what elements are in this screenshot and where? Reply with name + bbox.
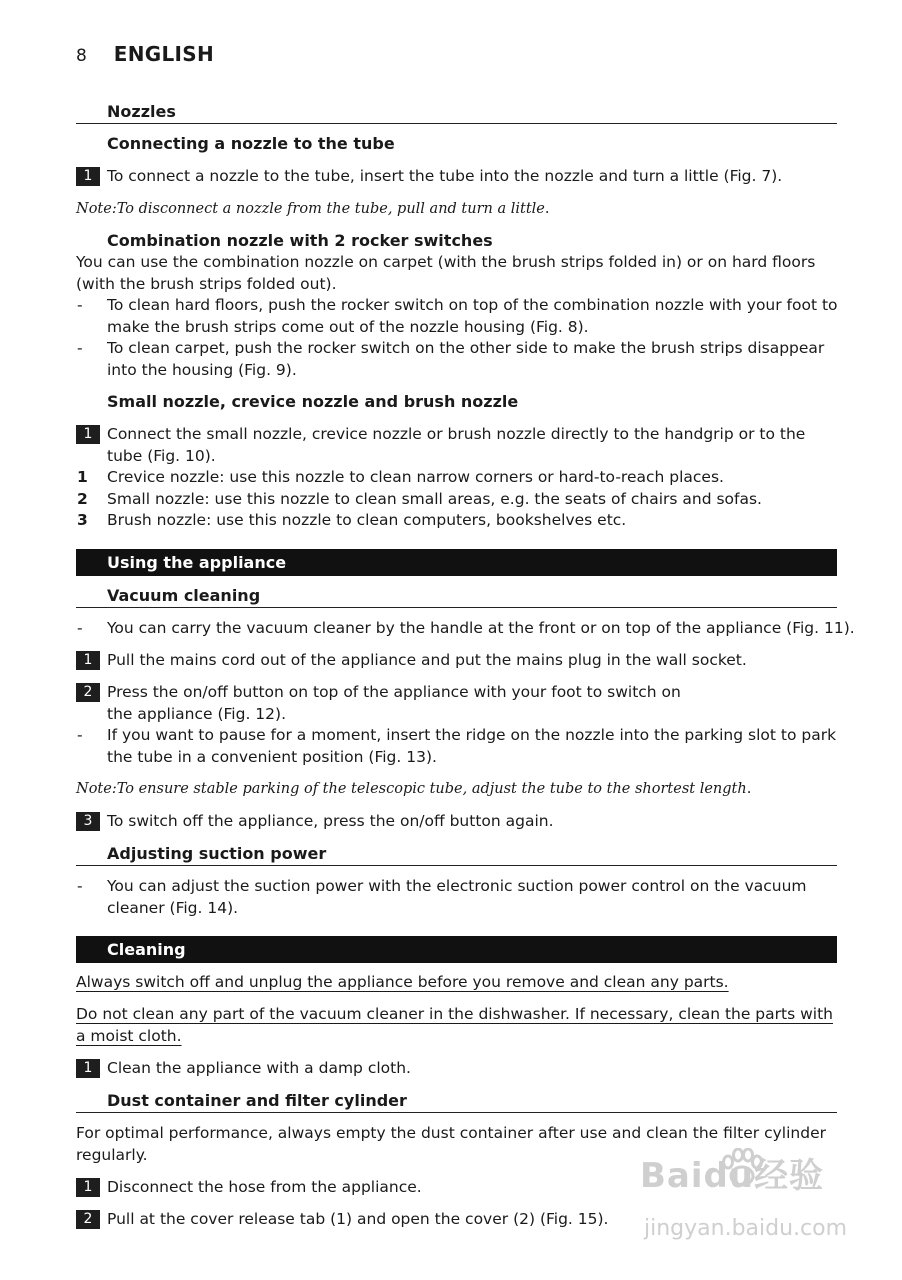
bullet-parking: - If you want to pause for a moment, insert the ridge on the nozzle into the parking slot to park the tube in a convenient position (Fig. 13). (77, 726, 837, 766)
bullet-hard-floors: - To clean hard floors, push the rocker switch on top of the combination nozzle with your foot to make the brush strips come out of the nozzle housing (Fig. 8). (77, 296, 838, 336)
step-text: Pull the mains cord out of the appliance and put the mains plug in the wall socket. (107, 651, 747, 669)
step-connect-small-nozzle (76, 424, 846, 468)
bullet-suction: - You can adjust the suction power with the electronic suction power control on the vacuum cleaner (Fig. 14). (77, 877, 807, 917)
language-heading: ENGLISH (113, 42, 215, 66)
step-number: 1 (76, 1178, 100, 1197)
subheading-vacuum-cleaning: Vacuum cleaning (76, 585, 837, 608)
step-mains-cord (76, 650, 846, 672)
watermark-url: jingyan.baidu.com (644, 1216, 848, 1241)
step-number: 2 (76, 1210, 100, 1229)
note-parking: Note:To ensure stable parking of the telescopic tube, adjust the tube to the shortest length. (76, 781, 752, 797)
step-number: 1 (76, 1059, 100, 1078)
dust-intro: For optimal performance, always empty the dust container after use and clean the filter cylinder regularly. (76, 1124, 826, 1164)
subheading-small-nozzle: Small nozzle, crevice nozzle and brush nozzle (107, 392, 519, 411)
step-number: 1 (76, 651, 100, 670)
section-bar-cleaning: Cleaning (76, 936, 837, 963)
step-number: 1 (76, 167, 100, 186)
list-item-crevice: 1 Crevice nozzle: use this nozzle to clean narrow corners or hard-to-reach places. (77, 468, 724, 486)
step-number: 3 (76, 812, 100, 831)
step-text: To connect a nozzle to the tube, insert the tube into the nozzle and turn a little (Fig. 7). (107, 167, 783, 185)
step-switch-off (76, 811, 846, 833)
bullet-carpet: - To clean carpet, push the rocker switch on the other side to make the brush strips disappear into the housing (Fig. 9). (77, 339, 825, 379)
page-header (76, 44, 476, 72)
note-disconnect: Note:To disconnect a nozzle from the tube, pull and turn a little. (76, 201, 550, 217)
step-text: Disconnect the hose from the appliance. (107, 1178, 422, 1196)
page-number: 8 (76, 46, 87, 66)
section-heading-nozzles: Nozzles (76, 101, 837, 124)
step-open-cover (76, 1209, 846, 1231)
bullet-carry: - You can carry the vacuum cleaner by the handle at the front or on top of the appliance (Fig. 11). (77, 619, 855, 637)
step-text: Press the on/off button on top of the appliance with your foot to switch on the appliance (Fig. 12). (107, 683, 681, 723)
list-item-small: 2 Small nozzle: use this nozzle to clean small areas, e.g. the seats of chairs and sofas. (77, 490, 762, 508)
step-number: 1 (76, 425, 100, 444)
subheading-combination: Combination nozzle with 2 rocker switches (107, 231, 493, 250)
subheading-suction: Adjusting suction power (76, 843, 837, 866)
step-text: Connect the small nozzle, crevice nozzle or brush nozzle directly to the handgrip or to the tube (Fig. 10). (107, 425, 806, 465)
step-number: 2 (76, 683, 100, 702)
watermark-logo: Baidu经验 (640, 1156, 825, 1196)
section-bar-using: Using the appliance (76, 549, 837, 576)
step-connect-nozzle (76, 166, 846, 188)
step-damp-cloth (76, 1058, 846, 1080)
subheading-connecting: Connecting a nozzle to the tube (107, 134, 395, 153)
step-disconnect-hose (76, 1177, 846, 1199)
warning-dishwasher: Do not clean any part of the vacuum cleaner in the dishwasher. If necessary, clean the parts with a moist cloth. (76, 1005, 833, 1045)
step-text: Pull at the cover release tab (1) and open the cover (2) (Fig. 15). (107, 1210, 609, 1228)
list-item-brush: 3 Brush nozzle: use this nozzle to clean computers, bookshelves etc. (77, 511, 627, 529)
step-text: Clean the appliance with a damp cloth. (107, 1059, 411, 1077)
step-text: To switch off the appliance, press the on/off button again. (107, 812, 554, 830)
step-switch-on (76, 682, 846, 726)
combination-intro: You can use the combination nozzle on carpet (with the brush strips folded in) or on hard floors (with the brush strips folded out). (76, 253, 816, 293)
subheading-dust-container: Dust container and filter cylinder (76, 1090, 837, 1113)
warning-unplug: Always switch off and unplug the appliance before you remove and clean any parts. (76, 973, 729, 991)
